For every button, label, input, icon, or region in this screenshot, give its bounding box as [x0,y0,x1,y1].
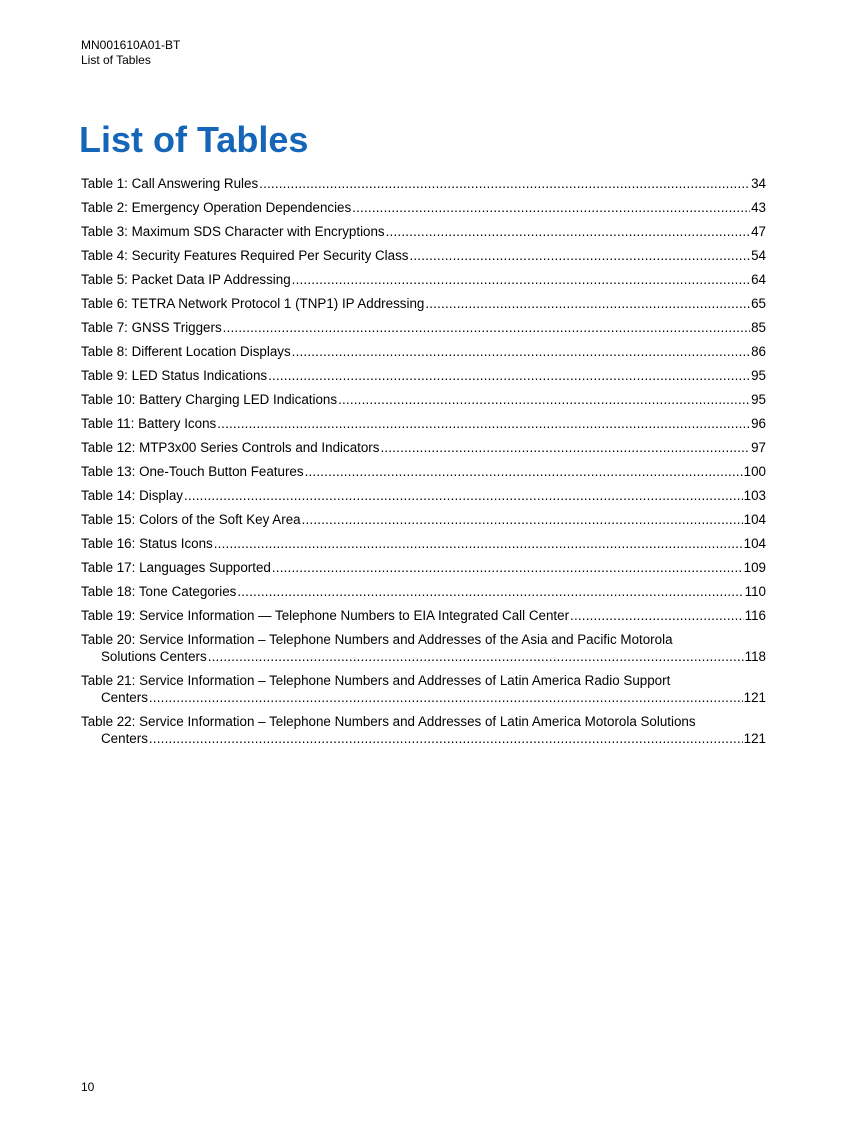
header-section-name: List of Tables [81,53,151,67]
toc-entry[interactable] [81,415,766,439]
toc-entry-title[interactable]: Table 7: GNSS Triggers [81,320,222,335]
dot-leader [409,247,750,264]
toc-entry-title[interactable]: Table 2: Emergency Operation Dependencies [81,200,352,215]
dot-leader [237,583,743,600]
toc-entry-page[interactable]: 47 [751,224,766,239]
toc-entry[interactable] [81,672,766,713]
toc-entry-title[interactable]: Table 19: Service Information — Telephone Numbers to EIA Integrated Call Center [81,608,570,623]
dot-leader [208,648,744,665]
dot-leader [223,319,750,336]
toc-entry-page[interactable]: 65 [751,296,766,311]
toc-entry-title[interactable]: Table 9: LED Status Indications [81,368,268,383]
toc-entry-title[interactable]: Table 12: MTP3x00 Series Controls and Indicators [81,440,380,455]
toc-entry-page[interactable]: 85 [751,320,766,335]
page-number: 10 [81,1080,95,1094]
dot-leader [292,343,750,360]
toc-entry[interactable] [81,391,766,415]
toc-entry[interactable] [81,463,766,487]
toc-entry-title[interactable]: Table 3: Maximum SDS Character with Encryptions [81,224,385,239]
dot-leader [338,391,750,408]
toc-entry[interactable] [81,511,766,535]
toc-entry[interactable] [81,439,766,463]
toc-entry[interactable] [81,343,766,367]
toc-entry-page[interactable]: 95 [751,392,766,407]
toc-entry-title[interactable]: Table 11: Battery Icons [81,416,217,431]
toc-entry-page[interactable]: 103 [743,488,766,503]
dot-leader [352,199,750,216]
list-of-tables [81,175,766,754]
toc-entry-title[interactable]: Table 10: Battery Charging LED Indications [81,392,338,407]
dot-leader [272,559,743,576]
toc-entry-page[interactable]: 104 [743,512,766,527]
dot-leader [268,367,750,384]
toc-entry-page[interactable]: 118 [744,649,766,664]
toc-entry-title[interactable]: Table 21: Service Information – Telephone Numbers and Addresses of Latin America Radio Support [81,673,671,688]
toc-entry-title[interactable]: Table 14: Display [81,488,183,503]
toc-entry-page[interactable]: 110 [744,584,766,599]
toc-entry[interactable] [81,271,766,295]
toc-entry-page[interactable]: 121 [743,690,766,705]
toc-entry-title[interactable]: Table 17: Languages Supported [81,560,271,575]
toc-entry[interactable] [81,247,766,271]
toc-entry[interactable] [81,583,766,607]
toc-entry-page[interactable]: 104 [743,536,766,551]
toc-entry-title[interactable]: Table 22: Service Information – Telephone Numbers and Addresses of Latin America Motorola Solutions [81,714,696,729]
document-id: MN001610A01-BT [81,38,181,52]
dot-leader [305,463,743,480]
dot-leader [425,295,750,312]
toc-entry-page[interactable]: 116 [744,608,766,623]
toc-entry-page[interactable]: 100 [743,464,766,479]
toc-entry[interactable] [81,487,766,511]
toc-entry[interactable] [81,319,766,343]
toc-entry[interactable] [81,607,766,631]
page-header [81,38,180,68]
toc-entry-title[interactable]: Table 20: Service Information – Telephone Numbers and Addresses of the Asia and Pacific Motorola [81,632,673,647]
toc-entry-title[interactable]: Table 1: Call Answering Rules [81,176,259,191]
toc-entry[interactable] [81,199,766,223]
toc-entry-title-continued[interactable]: Centers [101,690,148,705]
toc-entry[interactable] [81,223,766,247]
toc-entry[interactable] [81,367,766,391]
dot-leader [259,175,750,192]
toc-entry-title[interactable]: Table 5: Packet Data IP Addressing [81,272,291,287]
page-title: List of Tables [79,119,309,160]
dot-leader [302,511,743,528]
dot-leader [149,730,743,747]
toc-entry-page[interactable]: 95 [751,368,766,383]
toc-entry-title[interactable]: Table 8: Different Location Displays [81,344,291,359]
toc-entry-page[interactable]: 86 [751,344,766,359]
toc-entry-page[interactable]: 97 [751,440,766,455]
toc-entry[interactable] [81,295,766,319]
toc-entry-page[interactable]: 34 [751,176,766,191]
toc-entry-page[interactable]: 54 [751,248,766,263]
dot-leader [380,439,750,456]
toc-entry-page[interactable]: 121 [743,731,766,746]
dot-leader [292,271,750,288]
dot-leader [217,415,750,432]
dot-leader [386,223,750,240]
toc-entry-title[interactable]: Table 13: One-Touch Button Features [81,464,304,479]
toc-entry-page[interactable]: 64 [751,272,766,287]
toc-entry[interactable] [81,559,766,583]
dot-leader [214,535,743,552]
toc-entry[interactable] [81,631,766,672]
toc-entry-title-continued[interactable]: Centers [101,731,148,746]
toc-entry-page[interactable]: 43 [751,200,766,215]
dot-leader [570,607,744,624]
toc-entry-title[interactable]: Table 6: TETRA Network Protocol 1 (TNP1) IP Addressing [81,296,425,311]
toc-entry-title-continued[interactable]: Solutions Centers [101,649,207,664]
toc-entry[interactable] [81,535,766,559]
toc-entry-title[interactable]: Table 15: Colors of the Soft Key Area [81,512,301,527]
toc-entry-title[interactable]: Table 4: Security Features Required Per Security Class [81,248,409,263]
toc-entry-page[interactable]: 96 [751,416,766,431]
toc-entry-title[interactable]: Table 18: Tone Categories [81,584,237,599]
toc-entry[interactable] [81,175,766,199]
dot-leader [184,487,743,504]
dot-leader [149,689,743,706]
toc-entry-page[interactable]: 109 [743,560,766,575]
toc-entry-title[interactable]: Table 16: Status Icons [81,536,213,551]
toc-entry[interactable] [81,713,766,754]
